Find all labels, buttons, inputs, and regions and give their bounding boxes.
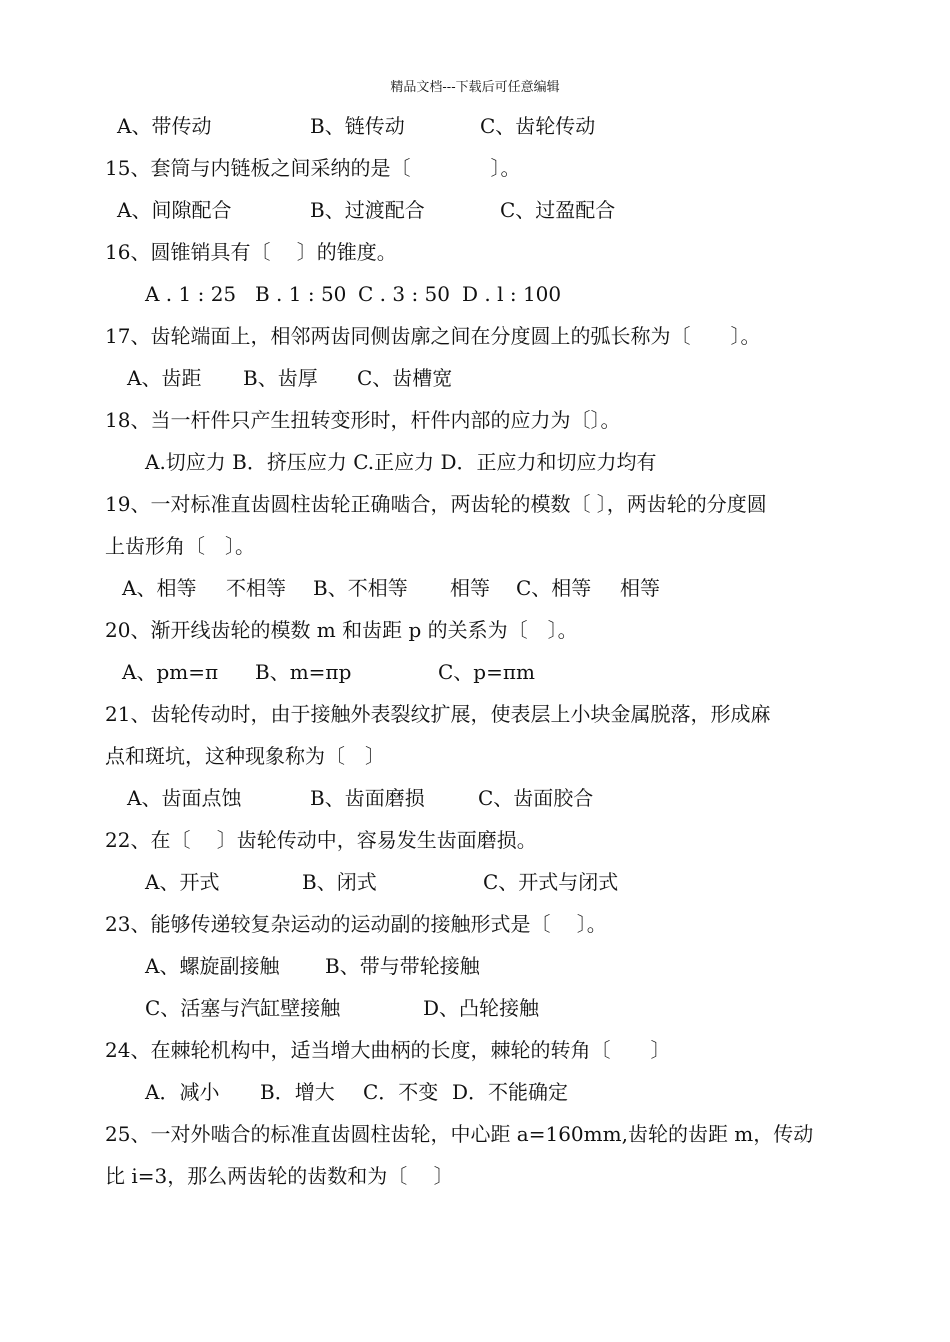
option-b: B . 1 : 50	[255, 282, 347, 306]
option-b: B、过渡配合	[310, 198, 425, 222]
question-20	[105, 609, 850, 651]
option-a: A、pm=π	[122, 660, 219, 684]
question-25-continued	[105, 1155, 850, 1197]
option-b: B、带与带轮接触	[325, 954, 480, 978]
option-c: C、活塞与汽缸壁接触	[145, 996, 341, 1020]
option-d: D．不能确定	[452, 1080, 569, 1104]
options-line	[105, 441, 850, 483]
option-b-part2: 相等	[450, 576, 490, 600]
question-text: 25、一对外啮合的标准直齿圆柱齿轮，中心距 a=160mm,齿轮的齿距 m，传动	[105, 1122, 814, 1146]
question-text: 18、当一杆件只产生扭转变形时，杆件内部的应力为〔〕。	[105, 408, 621, 432]
option-a: A、齿距	[127, 366, 202, 390]
options-line	[105, 357, 850, 399]
question-text: 21、齿轮传动时，由于接触外表裂纹扩展，使表层上小块金属脱落，形成麻	[105, 702, 771, 726]
option-c: C、齿面胶合	[478, 786, 594, 810]
option-c: C．不变	[363, 1080, 439, 1104]
options-line	[105, 651, 850, 693]
option-c: C、开式与闭式	[483, 870, 619, 894]
option-a-part2: 不相等	[226, 576, 286, 600]
option-c-part2: 相等	[620, 576, 660, 600]
option-a: A、开式	[145, 870, 220, 894]
question-text: 15、套筒与内链板之间采纳的是〔 〕。	[105, 156, 521, 180]
question-text: 19、一对标准直齿圆柱齿轮正确啮合，两齿轮的模数〔 〕，两齿轮的分度圆	[105, 492, 767, 516]
question-21	[105, 693, 850, 735]
options-line	[105, 777, 850, 819]
option-b: B．增大	[260, 1080, 335, 1104]
question-text: 23、能够传递较复杂运动的运动副的接触形式是〔 〕。	[105, 912, 607, 936]
question-text: 20、渐开线齿轮的模数 m 和齿距 p 的关系为〔 〕。	[105, 618, 578, 642]
question-text: 比 i=3，那么两齿轮的齿数和为〔 〕	[105, 1164, 454, 1188]
option-all: A.切应力 B．挤压应力 C.正应力 D．正应力和切应力均有	[145, 450, 657, 474]
options-line	[105, 105, 850, 147]
page-header: 精品文档---下载后可任意编辑	[390, 80, 560, 95]
options-line	[105, 273, 850, 315]
option-a: A、间隙配合	[117, 198, 232, 222]
question-15	[105, 147, 850, 189]
option-c: C、过盈配合	[500, 198, 616, 222]
question-19	[105, 483, 850, 525]
question-19-continued	[105, 525, 850, 567]
option-b: B、不相等	[313, 576, 408, 600]
document-body	[105, 105, 850, 1197]
option-a: A . 1 : 25	[145, 282, 237, 306]
option-a: A、相等	[122, 576, 197, 600]
question-24	[105, 1029, 850, 1071]
option-c: C、p=πm	[438, 660, 535, 684]
question-16	[105, 231, 850, 273]
option-b: B、齿厚	[243, 366, 318, 390]
options-line	[105, 1071, 850, 1113]
option-b: B、闭式	[302, 870, 377, 894]
options-line	[105, 987, 850, 1029]
option-a: A、带传动	[117, 114, 212, 138]
options-line	[105, 189, 850, 231]
question-23	[105, 903, 850, 945]
option-a: A．减小	[145, 1080, 220, 1104]
question-18	[105, 399, 850, 441]
options-line	[105, 945, 850, 987]
option-a: A、螺旋副接触	[145, 954, 280, 978]
question-text: 24、在棘轮机构中，适当增大曲柄的长度，棘轮的转角〔 〕	[105, 1038, 671, 1062]
question-21-continued	[105, 735, 850, 777]
question-25	[105, 1113, 850, 1155]
question-text: 上齿形角〔 〕。	[105, 534, 255, 558]
question-22	[105, 819, 850, 861]
option-d: D、凸轮接触	[423, 996, 540, 1020]
options-line	[105, 861, 850, 903]
option-b: B、齿面磨损	[310, 786, 425, 810]
question-text: 16、圆锥销具有〔 〕的锥度。	[105, 240, 397, 264]
question-text: 22、在〔 〕齿轮传动中，容易发生齿面磨损。	[105, 828, 537, 852]
option-a: A、齿面点蚀	[127, 786, 242, 810]
option-d: D . l : 100	[462, 282, 562, 306]
question-text: 17、齿轮端面上，相邻两齿同侧齿廓之间在分度圆上的弧长称为〔 〕。	[105, 324, 761, 348]
question-text: 点和斑坑，这种现象称为〔 〕	[105, 744, 385, 768]
option-c: C、相等	[516, 576, 592, 600]
option-b: B、链传动	[310, 114, 405, 138]
options-line	[105, 567, 850, 609]
option-c: C、齿槽宽	[357, 366, 453, 390]
option-c: C . 3 : 50	[358, 282, 451, 306]
option-b: B、m=πp	[255, 660, 352, 684]
question-17	[105, 315, 850, 357]
option-c: C、齿轮传动	[480, 114, 596, 138]
